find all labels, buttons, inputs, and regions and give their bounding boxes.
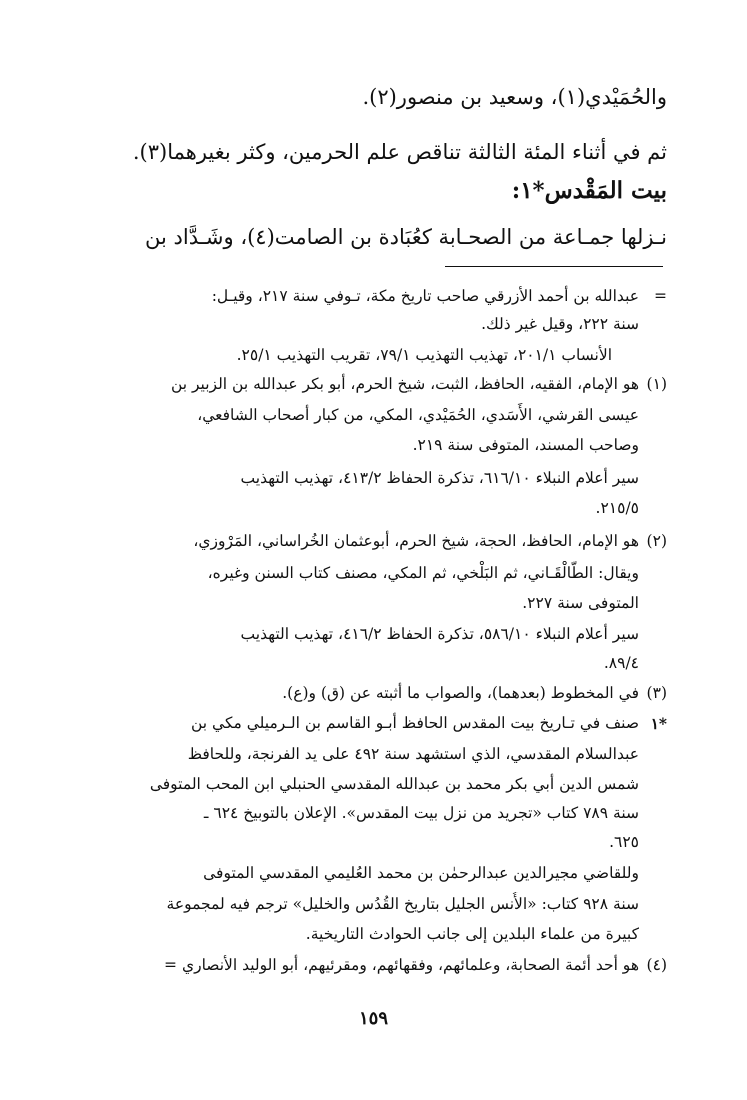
footnote-2-refs-line-1: سير أعلام النبلاء ٥٨٦/١٠، تذكرة الحفاظ ٤١٦/٢، تهذيب التهذيب xyxy=(240,625,639,643)
footnote-2-line-1: هو الإمام، الحافظ، الحجة، شيخ الحرم، أبوعثمان الخُراساني، المَرْوزي، xyxy=(193,532,639,550)
footnote-3-marker: (٣) xyxy=(646,684,667,702)
footnote-continuation-refs: الأنساب ٢٠١/١، تهذيب التهذيب ٧٩/١، تقريب التهذيب ٢٥/١. xyxy=(236,346,612,364)
footnote-continuation-line-2: سنة ٢٢٢، وقيل غير ذلك. xyxy=(481,315,639,333)
footnote-1-marker: (١) xyxy=(646,375,667,393)
footnote-star-line-1: صنف في تـاريخ بيت المقدس الحافظ أبـو القاسم بن الـرميلي مكي بن xyxy=(191,714,639,732)
section-heading: بيت المَقْدس*١: xyxy=(511,177,667,204)
footnote-star-line-5: ٦٢٥. xyxy=(609,833,639,851)
footnote-4-line: هو أحد أئمة الصحابة، وعلمائهم، وفقهائهم، ومقرئيهم، أبو الوليد الأنصاري = xyxy=(164,956,639,974)
continuation-marker: = xyxy=(654,287,667,305)
footnote-star-line-3: شمس الدين أبي بكر محمد بن عبدالله المقدسي الحنبلي ابن المحب المتوفى xyxy=(149,775,639,793)
footnote-1-line-2: عيسى القرشي، الأَسَدي، الحُمَيْدي، المكي، من كبار أصحاب الشافعي، xyxy=(197,406,639,424)
footnote-star-para2-line-1: وللقاضي مجيرالدين عبدالرحمٰن بن محمد العُليمي المقدسي المتوفى xyxy=(203,864,639,882)
footnote-star-line-4: سنة ٧٨٩ كتاب «تجريد من نزل بيت المقدس». الإعلان بالتوبيخ ٦٢٤ ـ xyxy=(203,804,639,822)
footnote-3-line: في المخطوط (بعدهما)، والصواب ما أثبته عن (ق) و(ع). xyxy=(282,684,639,702)
footnote-1-line-3: وصاحب المسند، المتوفى سنة ٢١٩. xyxy=(412,436,639,454)
footnote-continuation-line-1: عبدالله بن أحمد الأزرقي صاحب تاريخ مكة، تـوفي سنة ٢١٧، وقيـل: xyxy=(211,287,639,305)
body-line-3: نـزلها جمـاعة من الصحـابة كعُبَادة بن الصامت(٤)، وشَـدَّاد بن xyxy=(145,225,667,249)
page-number: ١٥٩ xyxy=(358,1008,388,1029)
footnote-2-line-2: ويقال: الطَّالْقَـاني، ثم البَلْخي، ثم المكي، مصنف كتاب السنن وغيره، xyxy=(207,564,639,582)
body-line-1: والحُمَيْدي(١)، وسعيد بن منصور(٢). xyxy=(362,85,667,109)
footnote-4-marker: (٤) xyxy=(646,956,667,974)
footnote-star-line-2: عبدالسلام المقدسي، الذي استشهد سنة ٤٩٢ على يد الفرنجة، وللحافظ xyxy=(187,745,639,763)
footnote-1-refs-line-2: ٢١٥/٥. xyxy=(595,499,639,517)
footnote-2-marker: (٢) xyxy=(646,532,667,550)
footnote-star-para2-line-2: سنة ٩٢٨ كتاب: «الأُنس الجليل بتاريخ القُدُس والخليل» ترجم فيه لمجموعة xyxy=(166,895,639,913)
footnote-2-refs-line-2: ٨٩/٤. xyxy=(603,654,639,672)
footnote-2-line-3: المتوفى سنة ٢٢٧. xyxy=(522,594,639,612)
footnote-star-para2-line-3: كبيرة من علماء البلدين إلى جانب الحوادث التاريخية. xyxy=(305,925,639,943)
footnote-separator xyxy=(445,266,663,267)
footnote-1-line-1: هو الإمام، الفقيه، الحافظ، الثبت، شيخ الحرم، أبو بكر عبدالله بن الزبير بن xyxy=(170,375,639,393)
footnote-star-marker: *١ xyxy=(650,714,667,733)
footnote-1-refs-line-1: سير أعلام النبلاء ٦١٦/١٠، تذكرة الحفاظ ٤١٣/٢، تهذيب التهذيب xyxy=(240,469,639,487)
body-line-2: ثم في أثناء المئة الثالثة تناقص علم الحرمين، وكثر بغيرهما(٣). xyxy=(132,140,667,164)
